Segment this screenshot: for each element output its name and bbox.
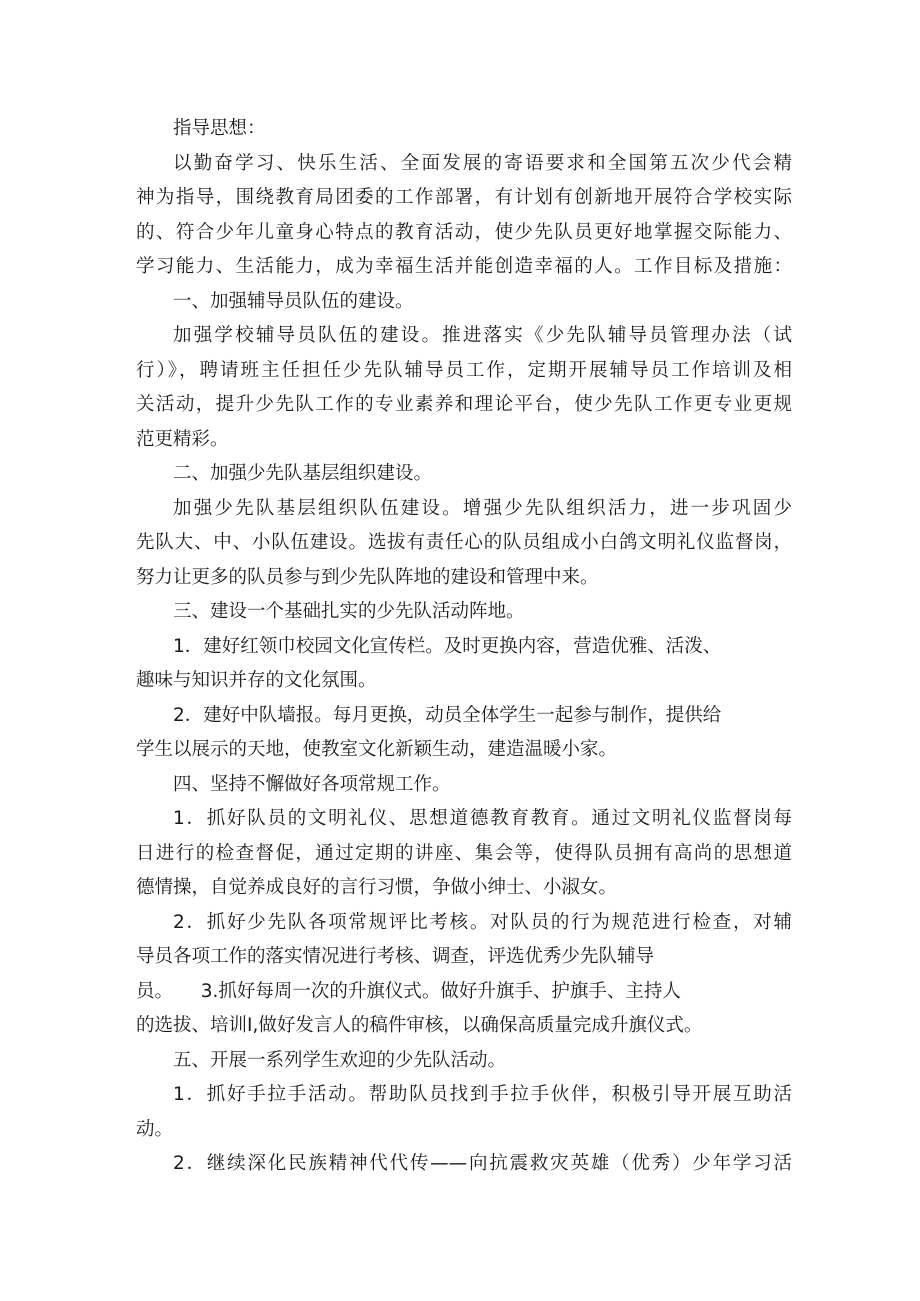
section-4-title xyxy=(136,768,792,803)
text-line: 加强少先队基层组织队伍建设。增强少先队组织活力，进一步巩固少 xyxy=(173,497,792,519)
section-4-item-1 xyxy=(136,802,792,906)
text-line: 的、符合少年儿童身心特点的教育活动，使少先队员更好地掌握交际能力、 xyxy=(136,221,792,243)
section-title-text: 一、加强辅导员队伍的建设。 xyxy=(173,290,414,312)
section-2-title xyxy=(136,457,792,492)
guiding-heading xyxy=(136,112,792,147)
text-line: 员。 3.抓好每周一次的升旗仪式。做好升旗手、护旗手、主持人 xyxy=(136,980,681,1002)
text-line: 趣味与知识并存的文化氛围。 xyxy=(136,670,377,691)
text-line: 德情操，自觉养成良好的言行习惯，争做小绅士、小淑女。 xyxy=(136,877,618,898)
section-5-item-1 xyxy=(136,1078,792,1147)
section-title-text: 二、加强少先队基层组织建设。 xyxy=(173,463,433,484)
section-1-title xyxy=(136,285,792,320)
text-line: 加强学校辅导员队伍的建设。推进落实《少先队辅导员管理办法（试 xyxy=(173,325,792,346)
text-line: 动。 xyxy=(136,1118,174,1140)
section-4-item-2 xyxy=(136,906,792,1044)
section-title-text: 三、建设一个基础扎实的少先队活动阵地。 xyxy=(173,601,525,622)
text-line: 行）》，聘请班主任担任少先队辅导员工作，定期开展辅导员工作培训及相 xyxy=(136,359,792,381)
text-line: 关活动，提升少先队工作的专业素养和理论平台，使少先队工作更专业更规 xyxy=(136,394,792,415)
text-line: 学生以展示的天地，使教室文化新颖生动，建造温暖小家。 xyxy=(136,739,618,760)
text-line: 日进行的检查督促，通过定期的讲座、集会等，使得队员拥有高尚的思想道 xyxy=(136,842,792,864)
text-line: 2．建好中队墙报。每月更换，动员全体学生一起参与制作，提供给 xyxy=(173,704,722,726)
text-line: 神为指导，围绕教育局团委的工作部署，有计划有创新地开展符合学校实际 xyxy=(136,187,792,208)
text-line: 2．继续深化民族精神代代传——向抗震救灾英雄（优秀）少年学习活 xyxy=(173,1153,792,1174)
section-title-text: 四、坚持不懈做好各项常规工作。 xyxy=(173,773,451,795)
text-line: 1．抓好手拉手活动。帮助队员找到手拉手伙伴，积极引导开展互助活 xyxy=(173,1084,792,1105)
section-3-item-2 xyxy=(136,699,792,768)
text-line: 导员各项工作的落实情况进行考核、调查，评选优秀少先队辅导 xyxy=(136,946,655,967)
text-line: 努力让更多的队员参与到少先队阵地的建设和管理中来。 xyxy=(136,566,599,588)
text-line: 的选拔、培训I,做好发言人的稿件审核，以确保高质量完成升旗仪式。 xyxy=(136,1015,703,1036)
guiding-heading-text: 指导思想： xyxy=(173,118,266,139)
section-5-title xyxy=(136,1044,792,1079)
section-title-text: 五、开展一系列学生欢迎的少先队活动。 xyxy=(173,1049,507,1071)
section-5-item-2 xyxy=(136,1147,792,1182)
section-3-item-1 xyxy=(136,630,792,699)
text-line: 学习能力、生活能力，成为幸福生活并能创造幸福的人。工作目标及措施： xyxy=(136,256,792,277)
section-2-body xyxy=(136,492,792,596)
text-line: 2．抓好少先队各项常规评比考核。对队员的行为规范进行检查，对辅 xyxy=(173,911,792,933)
section-3-title xyxy=(136,595,792,630)
section-1-body xyxy=(136,319,792,457)
intro-paragraph xyxy=(136,147,792,285)
text-line: 先队大、中、小队伍建设。选拔有责任心的队员组成小白鸽文明礼仪监督岗， xyxy=(136,532,792,553)
text-line: 1．抓好队员的文明礼仪、思想道德教育教育。通过文明礼仪监督岗每 xyxy=(173,808,792,829)
text-line: 范更精彩。 xyxy=(136,428,229,450)
document-body xyxy=(136,112,792,1182)
text-line: 以勤奋学习、快乐生活、全面发展的寄语要求和全国第五次少代会精 xyxy=(173,152,792,174)
text-line: 1．建好红领巾校园文化宣传栏。及时更换内容，营造优雅、活泼、 xyxy=(173,635,722,657)
